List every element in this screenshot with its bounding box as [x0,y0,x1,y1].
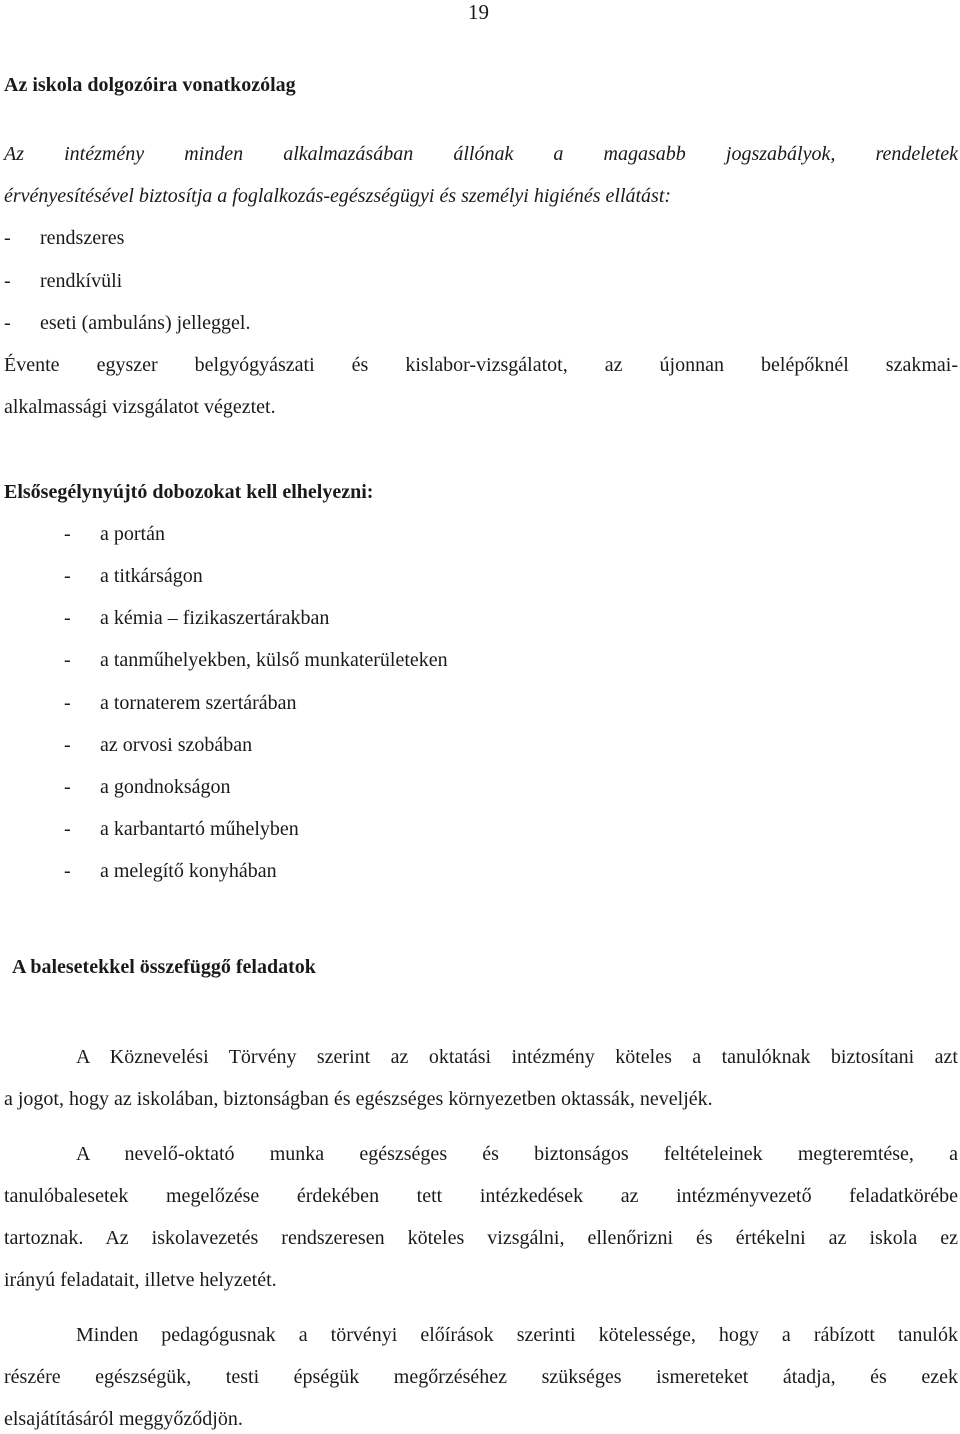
list-item: - az orvosi szobában [64,734,253,756]
list-item: - rendszeres [4,227,125,249]
paragraph-line: Minden pedagógusnak a törvényi előírások szerinti kötelessége, hogy a rábízott tanulók [76,1324,958,1346]
intro-line-2: érvényesítésével biztosítja a foglalkozás-egészségügyi és személyi higiénés ellátást: [4,185,672,207]
paragraph-line: részére egészségük, testi épségük megőrzéséhez szükséges ismereteket átadja, és ezek [4,1366,958,1388]
list-item: - a gondnokságon [64,776,231,798]
page-number: 19 [468,0,489,24]
list-item: - a tanműhelyekben, külső munkaterületeken [64,649,448,671]
list-item: - a tornaterem szertárában [64,692,297,714]
list-item: - a titkárságon [64,565,203,587]
section-heading-staff: Az iskola dolgozóira vonatkozólag [4,74,296,96]
paragraph-line: elsajátításáról meggyőződjön. [4,1408,243,1430]
paragraph-line: tartoznak. Az iskolavezetés rendszeresen köteles vizsgálni, ellenőrizni és értékelni az iskola ez [4,1227,958,1249]
list-item: - a melegítő konyhában [64,860,277,882]
list-item: - rendkívüli [4,270,123,292]
list-item: - a kémia – fizikaszertárakban [64,607,330,629]
paragraph-line: irányú feladatait, illetve helyzetét. [4,1269,277,1291]
paragraph-line: alkalmassági vizsgálatot végeztet. [4,396,276,418]
intro-line-1: Az intézmény minden alkalmazásában állónak a magasabb jogszabályok, rendeletek [4,143,958,165]
list-item: - a portán [64,523,165,545]
paragraph-line: A Köznevelési Törvény szerint az oktatási intézmény köteles a tanulóknak biztosítani azt [76,1046,958,1068]
list-item: - a karbantartó műhelyben [64,818,299,840]
section-heading-accidents: A balesetekkel összefüggő feladatok [12,956,316,978]
paragraph-line: tanulóbalesetek megelőzése érdekében tett intézkedések az intézményvezető feladatkörébe [4,1185,958,1207]
paragraph-line: a jogot, hogy az iskolában, biztonságban és egészséges környezetben oktassák, neveljék. [4,1088,713,1110]
section-heading-first-aid: Elsősegélynyújtó dobozokat kell elhelyezni: [4,481,374,503]
paragraph-line: A nevelő-oktató munka egészséges és biztonságos feltételeinek megteremtése, a [76,1143,958,1165]
list-item: - eseti (ambuláns) jelleggel. [4,312,251,334]
paragraph-line: Évente egyszer belgyógyászati és kislabor-vizsgálatot, az újonnan belépőknél szakmai- [4,354,958,376]
